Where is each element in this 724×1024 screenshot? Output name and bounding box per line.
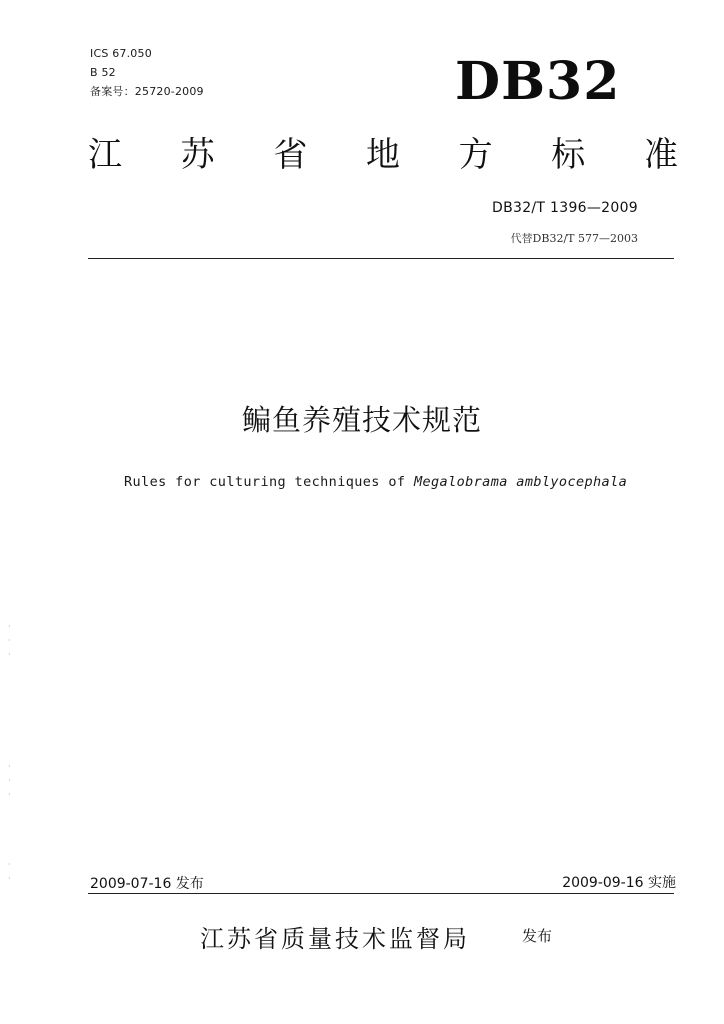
scan-margin-marks: · · · · · · · · <box>8 622 11 883</box>
document-title-cn: 鳊鱼养殖技术规范 <box>241 403 482 437</box>
banner-char: 方 <box>458 134 493 175</box>
banner-char: 标 <box>551 134 586 175</box>
class-code: B 52 <box>90 66 116 79</box>
standard-number: DB32/T 1396—2009 <box>492 200 638 216</box>
brand-logo: DB32 <box>455 51 621 112</box>
record-number: 备案号：25720-2009 <box>90 85 204 98</box>
standard-banner <box>88 130 678 175</box>
banner-char: 地 <box>365 134 400 175</box>
issuing-authority: 江苏省质量技术监督局 <box>200 925 470 953</box>
footer-divider <box>88 893 674 894</box>
title-en-prefix: Rules for culturing techniques of <box>124 474 406 490</box>
publish-date: 2009-07-16 发布 <box>90 876 204 892</box>
replaces-standard: 代替DB32/T 577—2003 <box>510 232 638 245</box>
header-divider <box>88 258 674 259</box>
effective-date: 2009-09-16 实施 <box>562 875 676 891</box>
ics-code: ICS 67.050 <box>90 47 152 60</box>
document-title-en <box>124 474 627 490</box>
banner-char: 江 <box>88 134 122 175</box>
banner-char: 准 <box>643 134 678 175</box>
banner-char: 苏 <box>180 134 215 175</box>
title-en-latin: Megalobrama amblyocephala <box>413 474 628 490</box>
banner-char: 省 <box>273 134 308 175</box>
issuer-suffix: 发布 <box>522 927 553 945</box>
